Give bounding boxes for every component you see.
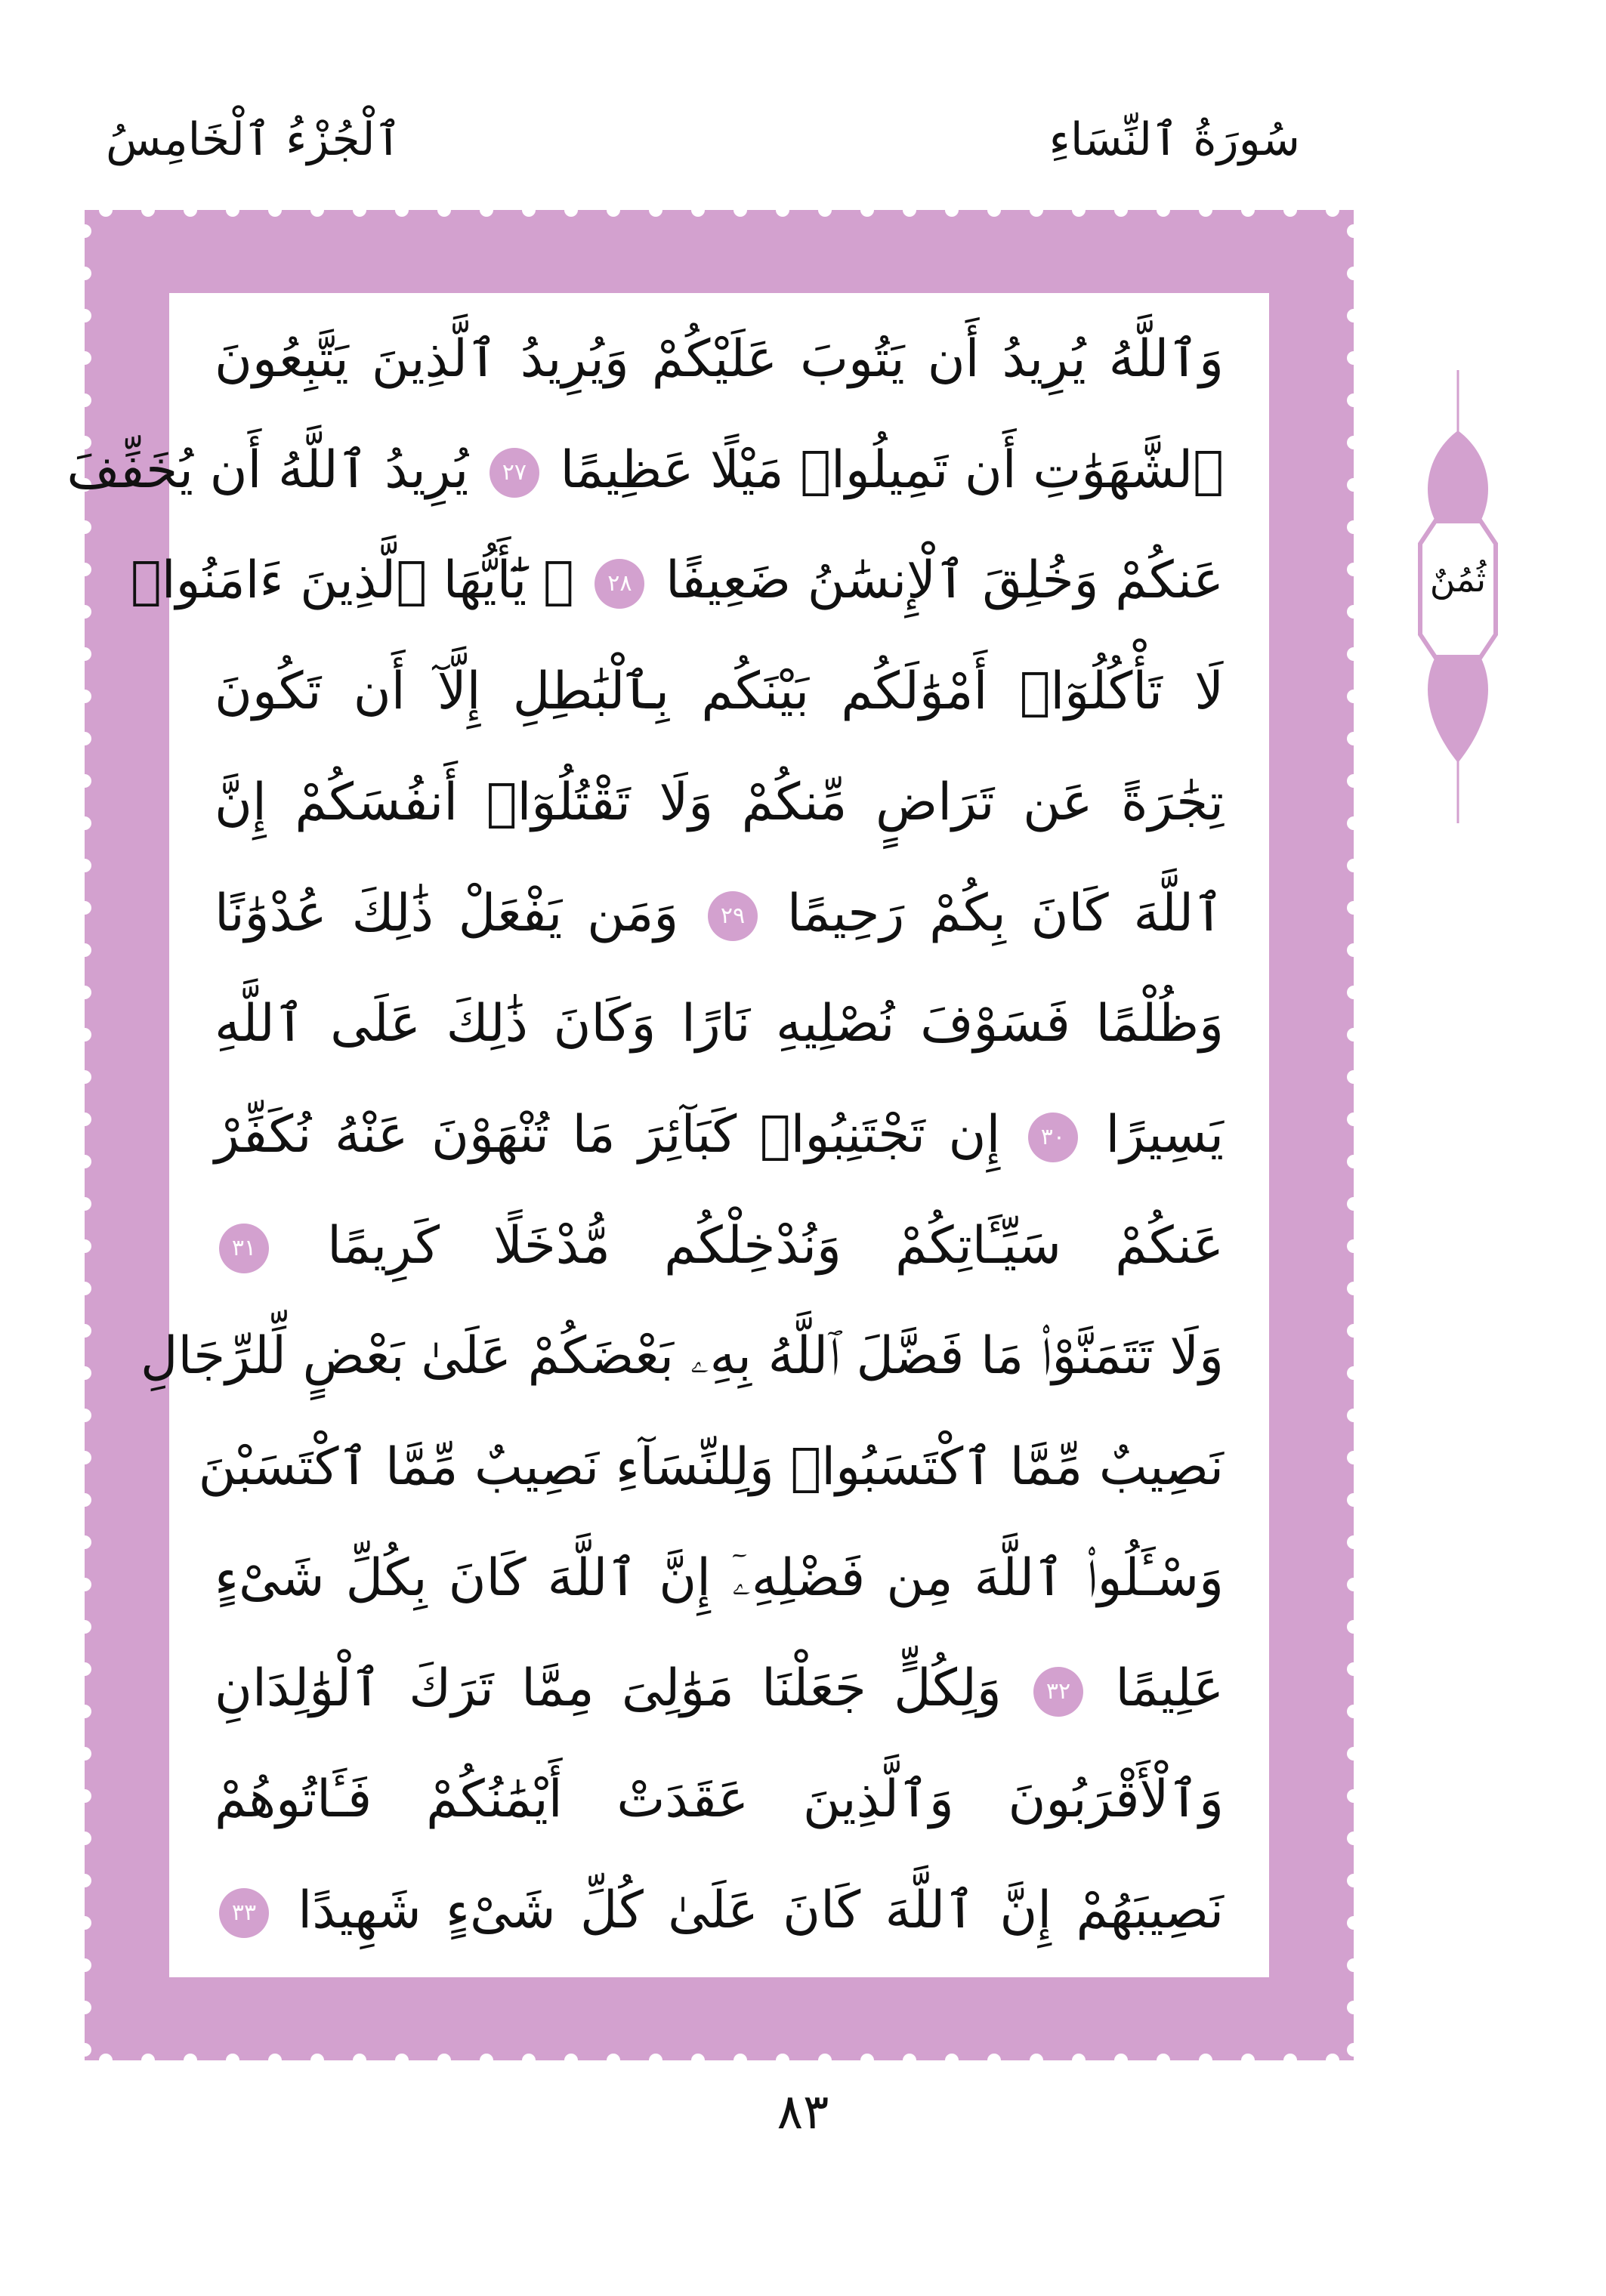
frame-scallop bbox=[1347, 1705, 1360, 1718]
verse-text: نَصِيبٌ مِّمَّا ٱكْتَسَبُوا۟ وَلِلنِّسَآءِ نَصِيبٌ مِّمَّا ٱكْتَسَبْنَ bbox=[198, 1437, 1224, 1498]
verse-text: لَا تَأْكُلُوٓا۟ أَمْوَٰلَكُم بَيْنَكُم بِٱلْبَٰطِلِ إِلَّآ أَن تَكُونَ bbox=[215, 662, 1224, 722]
frame-scallop bbox=[1347, 478, 1360, 492]
frame-scallop bbox=[1199, 203, 1212, 217]
frame-scallop bbox=[1030, 203, 1043, 217]
frame-scallop bbox=[607, 2054, 620, 2067]
verse-text: نَصِيبَهُمْ إِنَّ ٱللَّهَ كَانَ عَلَىٰ كُلِّ شَىْءٍ شَهِيدًا bbox=[298, 1880, 1224, 1940]
frame-scallop bbox=[1347, 1409, 1360, 1422]
verse-text: وَلِكُلٍّ جَعَلْنَا مَوَٰلِىَ مِمَّا تَرَكَ ٱلْوَٰلِدَانِ bbox=[215, 1659, 1002, 1719]
frame-scallop bbox=[1241, 203, 1255, 217]
frame-scallop bbox=[78, 309, 91, 322]
frame-scallop bbox=[1347, 1113, 1360, 1126]
frame-scallop bbox=[1347, 1028, 1360, 1042]
text-line bbox=[215, 647, 1224, 737]
frame-scallop bbox=[691, 203, 705, 217]
verse-text: ٱلشَّهَوَٰتِ أَن تَمِيلُوا۟ مَيْلًا عَظِيمًا bbox=[560, 440, 1224, 500]
frame-scallop bbox=[564, 2054, 578, 2067]
text-line bbox=[215, 1754, 1224, 1845]
frame-scallop bbox=[78, 1832, 91, 1845]
text-panel bbox=[66, 293, 1269, 1977]
frame-scallop bbox=[78, 2043, 91, 2057]
frame-scallop bbox=[1347, 774, 1360, 788]
quran-text-lines bbox=[66, 314, 1225, 1956]
text-line bbox=[141, 1311, 1224, 1402]
ayah-number-marker: ٢٨ bbox=[595, 559, 644, 609]
verse-text: ٱللَّهَ كَانَ بِكُمْ رَحِيمًا bbox=[786, 883, 1224, 943]
frame-scallop bbox=[78, 816, 91, 830]
page-number: ٨٣ bbox=[777, 2085, 829, 2140]
frame-scallop bbox=[1347, 351, 1360, 365]
frame-scallop bbox=[945, 2054, 959, 2067]
frame-scallop bbox=[1347, 1197, 1360, 1211]
frame-scallop bbox=[607, 203, 620, 217]
verse-text: وَلَا تَتَمَنَّوْا۟ مَا فَضَّلَ ٱللَّهُ بِهِۦ بَعْضَكُمْ عَلَىٰ بَعْضٍ لِّلرِّجَالِ bbox=[141, 1326, 1224, 1387]
frame-scallop bbox=[1347, 1874, 1360, 1887]
frame-scallop bbox=[78, 1747, 91, 1761]
frame-scallop bbox=[78, 520, 91, 534]
frame-scallop bbox=[78, 1620, 91, 1634]
frame-scallop bbox=[78, 1493, 91, 1507]
frame-scallop bbox=[1347, 1789, 1360, 1803]
frame-scallop bbox=[1347, 1747, 1360, 1761]
frame-scallop bbox=[184, 203, 197, 217]
text-line bbox=[215, 1643, 1224, 1734]
frame-scallop bbox=[776, 203, 789, 217]
frame-scallop bbox=[522, 2054, 536, 2067]
frame-scallop bbox=[1347, 605, 1360, 619]
frame-scallop bbox=[480, 2054, 493, 2067]
frame-scallop bbox=[395, 203, 409, 217]
frame-scallop bbox=[564, 203, 578, 217]
frame-scallop bbox=[1347, 1451, 1360, 1464]
frame-scallop bbox=[522, 203, 536, 217]
verse-text: يَسِيرًا bbox=[1105, 1104, 1224, 1165]
frame-scallop bbox=[1347, 563, 1360, 576]
verse-text: ۞ يَٰٓأَيُّهَا ٱلَّذِينَ ءَامَنُوا۟ bbox=[130, 551, 574, 611]
frame-scallop bbox=[310, 203, 324, 217]
frame-scallop bbox=[1347, 2043, 1360, 2057]
frame-scallop bbox=[1199, 2054, 1212, 2067]
frame-scallop bbox=[1347, 1916, 1360, 1930]
frame-scallop bbox=[1114, 2054, 1128, 2067]
frame-scallop bbox=[310, 2054, 324, 2067]
frame-scallop bbox=[945, 203, 959, 217]
frame-scallop bbox=[78, 1028, 91, 1042]
verse-text: وَٱللَّهُ يُرِيدُ أَن يَتُوبَ عَلَيْكُمْ وَيُرِيدُ ٱلَّذِينَ يَتَّبِعُونَ bbox=[215, 329, 1224, 389]
frame-scallop bbox=[1072, 203, 1086, 217]
frame-scallop bbox=[1347, 1282, 1360, 1295]
verse-text: وَسْـَٔلُوا۟ ٱللَّهَ مِن فَضْلِهِۦٓ إِنَّ ٱللَّهَ كَانَ بِكُلِّ شَىْءٍ bbox=[215, 1548, 1224, 1608]
frame-scallop bbox=[353, 203, 366, 217]
frame-scallop bbox=[818, 203, 832, 217]
text-line bbox=[215, 314, 1224, 405]
frame-scallop bbox=[226, 2054, 239, 2067]
frame-scallop bbox=[1347, 1620, 1360, 1634]
frame-scallop bbox=[99, 203, 113, 217]
frame-scallop bbox=[78, 1958, 91, 1972]
text-line bbox=[215, 1533, 1224, 1624]
frame-scallop bbox=[78, 1874, 91, 1887]
verse-text: وَٱلْأَقْرَبُونَ وَٱلَّذِينَ عَقَدَتْ أَيْمَٰنُكُمْ فَـَٔاتُوهُمْ bbox=[215, 1770, 1224, 1830]
frame-scallop bbox=[78, 393, 91, 407]
ayah-number-marker: ٣٠ bbox=[1028, 1113, 1078, 1162]
ayah-number-marker: ٢٩ bbox=[708, 891, 758, 941]
frame-scallop bbox=[268, 203, 282, 217]
frame-scallop bbox=[1347, 1832, 1360, 1845]
frame-scallop bbox=[78, 2001, 91, 2014]
frame-scallop bbox=[1347, 520, 1360, 534]
frame-scallop bbox=[1347, 1535, 1360, 1549]
frame-scallop bbox=[437, 2054, 451, 2067]
frame-scallop bbox=[903, 203, 916, 217]
frame-scallop bbox=[78, 1409, 91, 1422]
surah-name: سُورَةُ ٱلنِّسَاءِ bbox=[1049, 113, 1300, 166]
frame-scallop bbox=[78, 774, 91, 788]
frame-scallop bbox=[1347, 1958, 1360, 1972]
frame-scallop bbox=[78, 1789, 91, 1803]
verse-text: وَمَن يَفْعَلْ ذَٰلِكَ عُدْوَٰنًا bbox=[215, 883, 679, 943]
verse-text: عَنكُمْ سَيِّـَٔاتِكُمْ وَنُدْخِلْكُم مُّدْخَلًا كَرِيمًا bbox=[327, 1215, 1224, 1276]
frame-scallop bbox=[78, 943, 91, 957]
frame-scallop bbox=[1347, 943, 1360, 957]
frame-scallop bbox=[78, 1451, 91, 1464]
frame-scallop bbox=[1347, 224, 1360, 238]
frame-scallop bbox=[691, 2054, 705, 2067]
frame-scallop bbox=[78, 351, 91, 365]
frame-scallop bbox=[1114, 203, 1128, 217]
juz-name: ٱلْجُزْءُ ٱلْخَامِسُ bbox=[106, 113, 402, 166]
text-line bbox=[215, 758, 1224, 848]
frame-scallop bbox=[268, 2054, 282, 2067]
frame-scallop bbox=[78, 1578, 91, 1591]
ayah-number-marker: ٣١ bbox=[219, 1224, 269, 1273]
text-line bbox=[215, 869, 1224, 959]
frame-scallop bbox=[1347, 1239, 1360, 1253]
frame-scallop bbox=[987, 203, 1001, 217]
frame-scallop bbox=[1347, 436, 1360, 449]
frame-scallop bbox=[78, 605, 91, 619]
frame-scallop bbox=[78, 1662, 91, 1676]
frame-scallop bbox=[987, 2054, 1001, 2067]
verse-text: إِن تَجْتَنِبُوا۟ كَبَآئِرَ مَا تُنْهَوْنَ عَنْهُ نُكَفِّرْ bbox=[215, 1104, 1001, 1165]
frame-scallop bbox=[903, 2054, 916, 2067]
frame-scallop bbox=[226, 203, 239, 217]
frame-scallop bbox=[78, 1197, 91, 1211]
ayah-number-marker: ٣٢ bbox=[1033, 1667, 1083, 1717]
frame-scallop bbox=[1347, 647, 1360, 661]
frame-scallop bbox=[184, 2054, 197, 2067]
frame-scallop bbox=[1347, 1493, 1360, 1507]
frame-scallop bbox=[395, 2054, 409, 2067]
verse-text: تِجَٰرَةً عَن تَرَاضٍ مِّنكُمْ وَلَا تَقْتُلُوٓا۟ أَنفُسَكُمْ إِنَّ bbox=[215, 772, 1224, 832]
thumn-label: ثُمُنٌ bbox=[1429, 559, 1487, 600]
frame-scallop bbox=[78, 224, 91, 238]
frame-scallop bbox=[353, 2054, 366, 2067]
frame-scallop bbox=[78, 690, 91, 703]
frame-scallop bbox=[78, 1705, 91, 1718]
frame-scallop bbox=[649, 2054, 662, 2067]
text-line bbox=[130, 535, 1224, 626]
frame-scallop bbox=[78, 859, 91, 872]
frame-scallop bbox=[1347, 1155, 1360, 1168]
frame-scallop bbox=[78, 1155, 91, 1168]
verse-text: عَنكُمْ وَخُلِقَ ٱلْإِنسَٰنُ ضَعِيفًا bbox=[665, 551, 1224, 611]
frame-scallop bbox=[1347, 2001, 1360, 2014]
frame-scallop bbox=[1326, 2054, 1339, 2067]
frame-scallop bbox=[480, 203, 493, 217]
frame-scallop bbox=[860, 2054, 874, 2067]
frame-scallop bbox=[1347, 309, 1360, 322]
frame-scallop bbox=[649, 203, 662, 217]
frame-scallop bbox=[78, 267, 91, 280]
frame-scallop bbox=[1347, 1578, 1360, 1591]
ayah-number-marker: ٢٧ bbox=[490, 448, 539, 498]
frame-scallop bbox=[1347, 1070, 1360, 1084]
frame-scallop bbox=[1347, 816, 1360, 830]
text-line bbox=[215, 979, 1224, 1069]
frame-scallop bbox=[1241, 2054, 1255, 2067]
frame-scallop bbox=[734, 203, 747, 217]
frame-scallop bbox=[1347, 732, 1360, 745]
frame-scallop bbox=[78, 1282, 91, 1295]
frame-scallop bbox=[78, 1113, 91, 1126]
frame-scallop bbox=[1283, 203, 1297, 217]
verse-text: وَظُلْمًا فَسَوْفَ نُصْلِيهِ نَارًا وَكَانَ ذَٰلِكَ عَلَى ٱللَّهِ bbox=[215, 994, 1224, 1054]
frame-scallop bbox=[734, 2054, 747, 2067]
verse-text: يُرِيدُ ٱللَّهُ أَن يُخَفِّفَ bbox=[66, 440, 469, 500]
frame-scallop bbox=[141, 2054, 155, 2067]
frame-scallop bbox=[1347, 901, 1360, 915]
frame-scallop bbox=[78, 1324, 91, 1338]
text-line bbox=[215, 1201, 1224, 1292]
frame-scallop bbox=[1347, 267, 1360, 280]
frame-scallop bbox=[1347, 1324, 1360, 1338]
text-line bbox=[215, 1866, 1224, 1956]
ayah-number-marker: ٣٣ bbox=[219, 1888, 269, 1938]
frame-scallop bbox=[141, 203, 155, 217]
frame-scallop bbox=[78, 563, 91, 576]
frame-scallop bbox=[818, 2054, 832, 2067]
frame-scallop bbox=[1072, 2054, 1086, 2067]
frame-scallop bbox=[1347, 986, 1360, 999]
frame-scallop bbox=[860, 203, 874, 217]
frame-scallop bbox=[78, 647, 91, 661]
frame-scallop bbox=[1347, 859, 1360, 872]
frame-scallop bbox=[1347, 1662, 1360, 1676]
verse-text: عَلِيمًا bbox=[1115, 1659, 1225, 1719]
frame-scallop bbox=[78, 1535, 91, 1549]
frame-scallop bbox=[437, 203, 451, 217]
frame-scallop bbox=[1157, 203, 1170, 217]
frame-scallop bbox=[78, 732, 91, 745]
frame-scallop bbox=[1157, 2054, 1170, 2067]
frame-scallop bbox=[78, 1916, 91, 1930]
text-line bbox=[66, 425, 1224, 516]
frame-scallop bbox=[776, 2054, 789, 2067]
frame-scallop bbox=[78, 901, 91, 915]
ornamental-frame bbox=[66, 210, 1354, 2060]
frame-scallop bbox=[1283, 2054, 1297, 2067]
frame-scallop bbox=[78, 986, 91, 999]
text-line bbox=[215, 1090, 1224, 1180]
frame-scallop bbox=[99, 2054, 113, 2067]
text-line bbox=[198, 1422, 1224, 1513]
frame-scallop bbox=[1030, 2054, 1043, 2067]
thumn-marker bbox=[1405, 370, 1511, 823]
frame-scallop bbox=[78, 1070, 91, 1084]
frame-scallop bbox=[1347, 393, 1360, 407]
frame-scallop bbox=[1326, 203, 1339, 217]
frame-scallop bbox=[1347, 1366, 1360, 1380]
frame-scallop bbox=[1347, 690, 1360, 703]
frame-scallop bbox=[78, 1239, 91, 1253]
frame-scallop bbox=[78, 1366, 91, 1380]
